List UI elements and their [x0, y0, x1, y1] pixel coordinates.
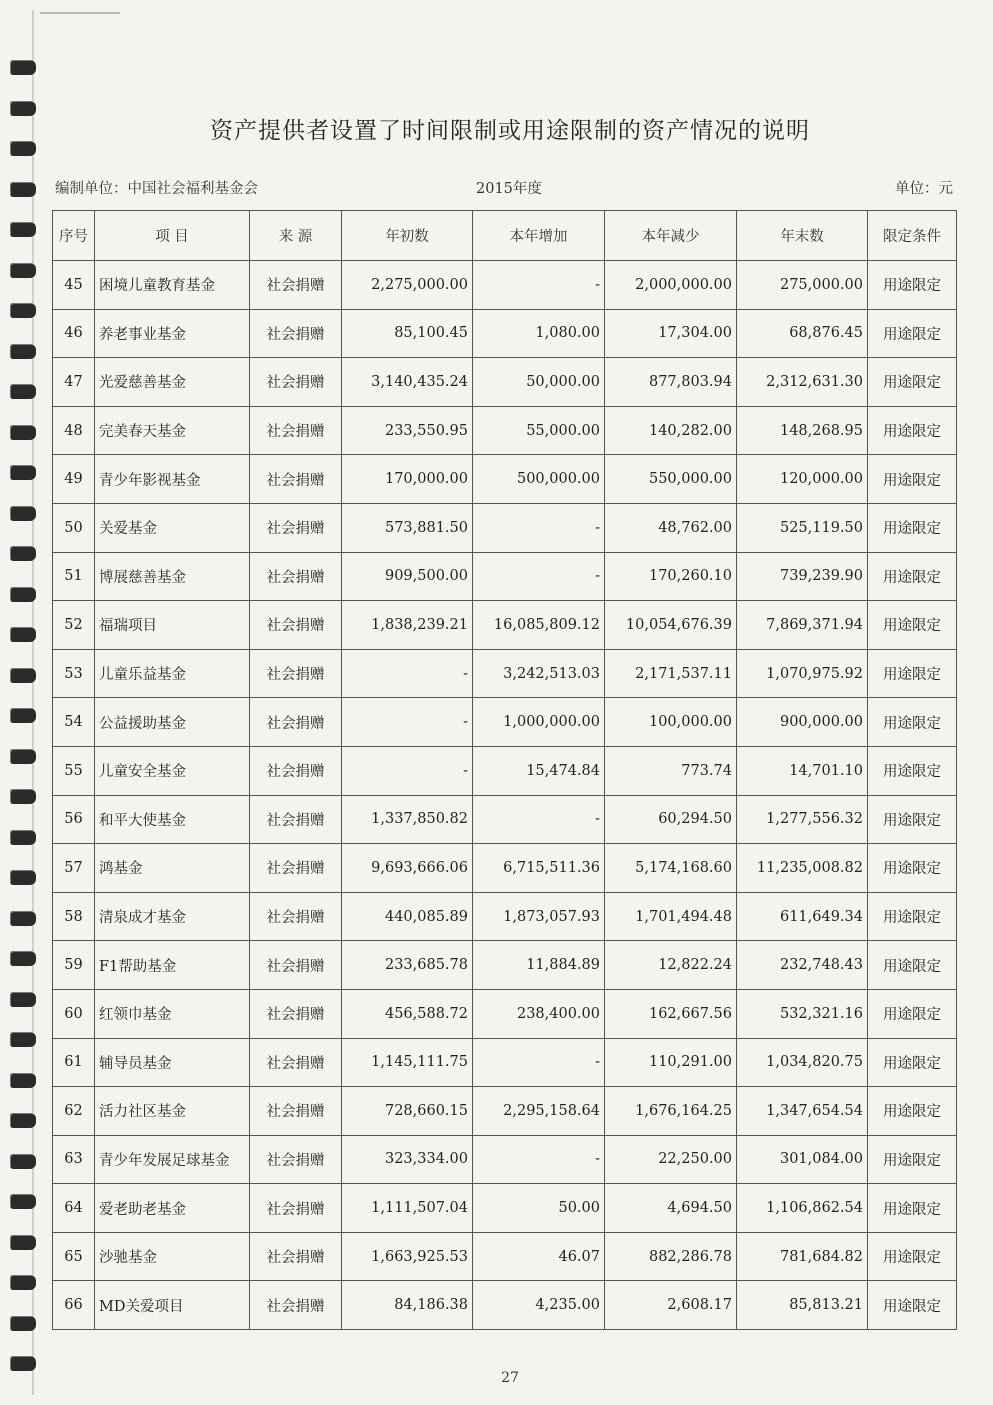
cell-begin-amount: 84,186.38: [342, 1281, 473, 1330]
cell-source: 社会捐赠: [250, 746, 342, 795]
cell-decrease-amount: 2,608.17: [605, 1281, 737, 1330]
cell-end-amount: 2,312,631.30: [737, 358, 868, 407]
cell-decrease-amount: 170,260.10: [605, 552, 737, 601]
cell-condition: 用途限定: [868, 1281, 957, 1330]
cell-end-amount: 120,000.00: [737, 455, 868, 504]
cell-item-name: 困境儿童教育基金: [95, 261, 250, 310]
cell-source: 社会捐赠: [250, 261, 342, 310]
cell-source: 社会捐赠: [250, 503, 342, 552]
col-header-decrease: 本年减少: [605, 211, 737, 261]
binding-ring: [10, 101, 36, 116]
cell-item-name: 博展慈善基金: [95, 552, 250, 601]
cell-item-name: 光爱慈善基金: [95, 358, 250, 407]
cell-decrease-amount: 140,282.00: [605, 406, 737, 455]
cell-begin-amount: 1,111,507.04: [342, 1184, 473, 1233]
cell-increase-amount: 16,085,809.12: [473, 601, 605, 650]
cell-condition: 用途限定: [868, 746, 957, 795]
cell-condition: 用途限定: [868, 406, 957, 455]
cell-condition: 用途限定: [868, 795, 957, 844]
cell-condition: 用途限定: [868, 503, 957, 552]
cell-begin-amount: 9,693,666.06: [342, 844, 473, 893]
cell-source: 社会捐赠: [250, 941, 342, 990]
cell-condition: 用途限定: [868, 309, 957, 358]
cell-end-amount: 1,277,556.32: [737, 795, 868, 844]
cell-increase-amount: 238,400.00: [473, 989, 605, 1038]
cell-item-name: 和平大使基金: [95, 795, 250, 844]
binding-ring: [10, 141, 36, 156]
binding-ring: [10, 627, 36, 642]
cell-increase-amount: 4,235.00: [473, 1281, 605, 1330]
col-header-increase: 本年增加: [473, 211, 605, 261]
cell-index: 66: [53, 1281, 95, 1330]
page-title: 资产提供者设置了时间限制或用途限制的资产情况的说明: [210, 118, 810, 144]
binding-ring: [10, 546, 36, 561]
cell-condition: 用途限定: [868, 649, 957, 698]
cell-decrease-amount: 550,000.00: [605, 455, 737, 504]
cell-index: 54: [53, 698, 95, 747]
cell-decrease-amount: 1,701,494.48: [605, 892, 737, 941]
cell-begin-amount: 573,881.50: [342, 503, 473, 552]
cell-index: 60: [53, 989, 95, 1038]
binding-ring: [10, 830, 36, 845]
cell-item-name: 辅导员基金: [95, 1038, 250, 1087]
cell-increase-amount: -: [473, 552, 605, 601]
table-row: [53, 1281, 957, 1330]
binding-ring: [10, 222, 36, 237]
cell-source: 社会捐赠: [250, 1087, 342, 1136]
cell-condition: 用途限定: [868, 261, 957, 310]
cell-index: 58: [53, 892, 95, 941]
cell-index: 51: [53, 552, 95, 601]
table-row: [53, 941, 957, 990]
table-row: [53, 358, 957, 407]
cell-begin-amount: 233,550.95: [342, 406, 473, 455]
cell-decrease-amount: 882,286.78: [605, 1232, 737, 1281]
cell-begin-amount: -: [342, 649, 473, 698]
cell-source: 社会捐赠: [250, 455, 342, 504]
col-header-condition: 限定条件: [868, 211, 957, 261]
cell-source: 社会捐赠: [250, 795, 342, 844]
cell-begin-amount: 1,337,850.82: [342, 795, 473, 844]
cell-source: 社会捐赠: [250, 1184, 342, 1233]
cell-end-amount: 301,084.00: [737, 1135, 868, 1184]
cell-index: 53: [53, 649, 95, 698]
cell-item-name: 养老事业基金: [95, 309, 250, 358]
cell-decrease-amount: 110,291.00: [605, 1038, 737, 1087]
table-row: [53, 989, 957, 1038]
cell-item-name: MD关爱项目: [95, 1281, 250, 1330]
cell-increase-amount: 1,080.00: [473, 309, 605, 358]
cell-condition: 用途限定: [868, 552, 957, 601]
cell-source: 社会捐赠: [250, 649, 342, 698]
cell-item-name: 青少年影视基金: [95, 455, 250, 504]
cell-begin-amount: 440,085.89: [342, 892, 473, 941]
cell-condition: 用途限定: [868, 455, 957, 504]
cell-condition: 用途限定: [868, 1232, 957, 1281]
binding-ring: [10, 384, 36, 399]
cell-source: 社会捐赠: [250, 1135, 342, 1184]
table-row: [53, 261, 957, 310]
cell-decrease-amount: 22,250.00: [605, 1135, 737, 1184]
cell-increase-amount: -: [473, 503, 605, 552]
cell-index: 61: [53, 1038, 95, 1087]
table-row: [53, 1184, 957, 1233]
cell-begin-amount: 323,334.00: [342, 1135, 473, 1184]
cell-decrease-amount: 773.74: [605, 746, 737, 795]
cell-condition: 用途限定: [868, 698, 957, 747]
cell-condition: 用途限定: [868, 989, 957, 1038]
cell-item-name: 福瑞项目: [95, 601, 250, 650]
cell-index: 59: [53, 941, 95, 990]
report-period: 2015年度: [476, 181, 542, 197]
cell-item-name: 红领巾基金: [95, 989, 250, 1038]
cell-begin-amount: 85,100.45: [342, 309, 473, 358]
cell-increase-amount: 6,715,511.36: [473, 844, 605, 893]
binding-ring: [10, 1275, 36, 1290]
cell-end-amount: 611,649.34: [737, 892, 868, 941]
cell-source: 社会捐赠: [250, 698, 342, 747]
cell-decrease-amount: 5,174,168.60: [605, 844, 737, 893]
binding-ring: [10, 1316, 36, 1331]
spiral-binding: [0, 0, 42, 1405]
cell-end-amount: 1,347,654.54: [737, 1087, 868, 1136]
binding-edge: [32, 10, 34, 1395]
cell-condition: 用途限定: [868, 601, 957, 650]
cell-source: 社会捐赠: [250, 309, 342, 358]
binding-ring: [10, 60, 36, 75]
cell-increase-amount: 55,000.00: [473, 406, 605, 455]
cell-item-name: 完美春天基金: [95, 406, 250, 455]
table-row: [53, 601, 957, 650]
binding-ring: [10, 708, 36, 723]
cell-index: 46: [53, 309, 95, 358]
cell-increase-amount: 2,295,158.64: [473, 1087, 605, 1136]
compiling-unit: 编制单位：中国社会福利基金会: [55, 181, 258, 197]
table-row: [53, 455, 957, 504]
restricted-assets-table: [52, 210, 957, 1330]
cell-decrease-amount: 2,000,000.00: [605, 261, 737, 310]
cell-increase-amount: 500,000.00: [473, 455, 605, 504]
table-row: [53, 406, 957, 455]
cell-index: 62: [53, 1087, 95, 1136]
cell-decrease-amount: 162,667.56: [605, 989, 737, 1038]
binding-ring: [10, 506, 36, 521]
binding-ring: [10, 870, 36, 885]
cell-increase-amount: -: [473, 795, 605, 844]
cell-item-name: 活力社区基金: [95, 1087, 250, 1136]
cell-end-amount: 525,119.50: [737, 503, 868, 552]
cell-condition: 用途限定: [868, 892, 957, 941]
binding-ring: [10, 992, 36, 1007]
cell-end-amount: 1,034,820.75: [737, 1038, 868, 1087]
cell-increase-amount: 11,884.89: [473, 941, 605, 990]
table-row: [53, 552, 957, 601]
cell-condition: 用途限定: [868, 1087, 957, 1136]
binding-ring: [10, 263, 36, 278]
cell-decrease-amount: 2,171,537.11: [605, 649, 737, 698]
cell-increase-amount: 15,474.84: [473, 746, 605, 795]
cell-begin-amount: 170,000.00: [342, 455, 473, 504]
binding-ring: [10, 1356, 36, 1371]
binding-ring: [10, 789, 36, 804]
cell-begin-amount: 1,145,111.75: [342, 1038, 473, 1087]
table-row: [53, 746, 957, 795]
page-number: 27: [501, 1370, 519, 1386]
cell-begin-amount: 1,663,925.53: [342, 1232, 473, 1281]
cell-source: 社会捐赠: [250, 892, 342, 941]
cell-item-name: 爱老助老基金: [95, 1184, 250, 1233]
table-row: [53, 1038, 957, 1087]
cell-item-name: 公益援助基金: [95, 698, 250, 747]
cell-end-amount: 148,268.95: [737, 406, 868, 455]
cell-item-name: 清泉成才基金: [95, 892, 250, 941]
cell-end-amount: 232,748.43: [737, 941, 868, 990]
binding-ring: [10, 668, 36, 683]
binding-ring: [10, 587, 36, 602]
binding-ring: [10, 1235, 36, 1250]
cell-condition: 用途限定: [868, 358, 957, 407]
cell-index: 55: [53, 746, 95, 795]
binding-ring: [10, 1194, 36, 1209]
binding-ring: [10, 182, 36, 197]
cell-source: 社会捐赠: [250, 601, 342, 650]
table-row: [53, 649, 957, 698]
binding-ring: [10, 425, 36, 440]
binding-ring: [10, 344, 36, 359]
binding-ring: [10, 1032, 36, 1047]
cell-source: 社会捐赠: [250, 844, 342, 893]
table-row: [53, 698, 957, 747]
currency-unit: 单位：元: [895, 181, 953, 197]
cell-source: 社会捐赠: [250, 1038, 342, 1087]
cell-begin-amount: 909,500.00: [342, 552, 473, 601]
cell-index: 45: [53, 261, 95, 310]
binding-ring: [10, 465, 36, 480]
cell-source: 社会捐赠: [250, 552, 342, 601]
table-row: [53, 844, 957, 893]
cell-item-name: 鸿基金: [95, 844, 250, 893]
cell-index: 52: [53, 601, 95, 650]
cell-end-amount: 532,321.16: [737, 989, 868, 1038]
cell-begin-amount: 2,275,000.00: [342, 261, 473, 310]
cell-decrease-amount: 100,000.00: [605, 698, 737, 747]
cell-decrease-amount: 17,304.00: [605, 309, 737, 358]
cell-index: 65: [53, 1232, 95, 1281]
cell-condition: 用途限定: [868, 941, 957, 990]
cell-begin-amount: -: [342, 698, 473, 747]
col-header-index: 序号: [53, 211, 95, 261]
binding-ring: [10, 911, 36, 926]
cell-increase-amount: 1,873,057.93: [473, 892, 605, 941]
cell-index: 49: [53, 455, 95, 504]
cell-begin-amount: 456,588.72: [342, 989, 473, 1038]
cell-index: 56: [53, 795, 95, 844]
cell-end-amount: 1,070,975.92: [737, 649, 868, 698]
table-row: [53, 309, 957, 358]
cell-item-name: F1帮助基金: [95, 941, 250, 990]
cell-source: 社会捐赠: [250, 1232, 342, 1281]
binding-ring: [10, 303, 36, 318]
cell-decrease-amount: 48,762.00: [605, 503, 737, 552]
cell-increase-amount: 50,000.00: [473, 358, 605, 407]
cell-end-amount: 14,701.10: [737, 746, 868, 795]
cell-increase-amount: -: [473, 1135, 605, 1184]
binding-ring: [10, 1154, 36, 1169]
cell-decrease-amount: 877,803.94: [605, 358, 737, 407]
cell-condition: 用途限定: [868, 844, 957, 893]
cell-increase-amount: -: [473, 261, 605, 310]
cell-decrease-amount: 12,822.24: [605, 941, 737, 990]
cell-begin-amount: -: [342, 746, 473, 795]
cell-end-amount: 781,684.82: [737, 1232, 868, 1281]
cell-begin-amount: 3,140,435.24: [342, 358, 473, 407]
cell-index: 47: [53, 358, 95, 407]
cell-index: 63: [53, 1135, 95, 1184]
cell-index: 50: [53, 503, 95, 552]
cell-end-amount: 85,813.21: [737, 1281, 868, 1330]
cell-begin-amount: 728,660.15: [342, 1087, 473, 1136]
cell-end-amount: 1,106,862.54: [737, 1184, 868, 1233]
cell-end-amount: 275,000.00: [737, 261, 868, 310]
cell-item-name: 沙驰基金: [95, 1232, 250, 1281]
col-header-source: 来 源: [250, 211, 342, 261]
cell-source: 社会捐赠: [250, 406, 342, 455]
cell-decrease-amount: 10,054,676.39: [605, 601, 737, 650]
cell-increase-amount: 46.07: [473, 1232, 605, 1281]
table-row: [53, 892, 957, 941]
cell-index: 64: [53, 1184, 95, 1233]
cell-increase-amount: 50.00: [473, 1184, 605, 1233]
cell-end-amount: 68,876.45: [737, 309, 868, 358]
cell-item-name: 儿童安全基金: [95, 746, 250, 795]
cell-increase-amount: -: [473, 1038, 605, 1087]
col-header-begin: 年初数: [342, 211, 473, 261]
cell-source: 社会捐赠: [250, 358, 342, 407]
cell-condition: 用途限定: [868, 1184, 957, 1233]
cell-end-amount: 900,000.00: [737, 698, 868, 747]
cell-item-name: 关爱基金: [95, 503, 250, 552]
table-row: [53, 1087, 957, 1136]
binding-ring: [10, 1073, 36, 1088]
col-header-item: 项 目: [95, 211, 250, 261]
cell-condition: 用途限定: [868, 1038, 957, 1087]
table-row: [53, 1232, 957, 1281]
cell-increase-amount: 1,000,000.00: [473, 698, 605, 747]
cell-decrease-amount: 1,676,164.25: [605, 1087, 737, 1136]
binding-ring: [10, 951, 36, 966]
cell-end-amount: 7,869,371.94: [737, 601, 868, 650]
cell-index: 48: [53, 406, 95, 455]
cell-source: 社会捐赠: [250, 1281, 342, 1330]
cell-increase-amount: 3,242,513.03: [473, 649, 605, 698]
cell-index: 57: [53, 844, 95, 893]
table-row: [53, 1135, 957, 1184]
cell-begin-amount: 1,838,239.21: [342, 601, 473, 650]
cell-item-name: 儿童乐益基金: [95, 649, 250, 698]
table-header-row: [53, 211, 957, 261]
binding-ring: [10, 749, 36, 764]
page-corner-mark: [40, 12, 120, 14]
binding-ring: [10, 1113, 36, 1128]
cell-item-name: 青少年发展足球基金: [95, 1135, 250, 1184]
cell-end-amount: 11,235,008.82: [737, 844, 868, 893]
cell-decrease-amount: 4,694.50: [605, 1184, 737, 1233]
table-row: [53, 503, 957, 552]
col-header-end: 年末数: [737, 211, 868, 261]
cell-source: 社会捐赠: [250, 989, 342, 1038]
cell-begin-amount: 233,685.78: [342, 941, 473, 990]
cell-condition: 用途限定: [868, 1135, 957, 1184]
table-row: [53, 795, 957, 844]
cell-decrease-amount: 60,294.50: [605, 795, 737, 844]
cell-end-amount: 739,239.90: [737, 552, 868, 601]
